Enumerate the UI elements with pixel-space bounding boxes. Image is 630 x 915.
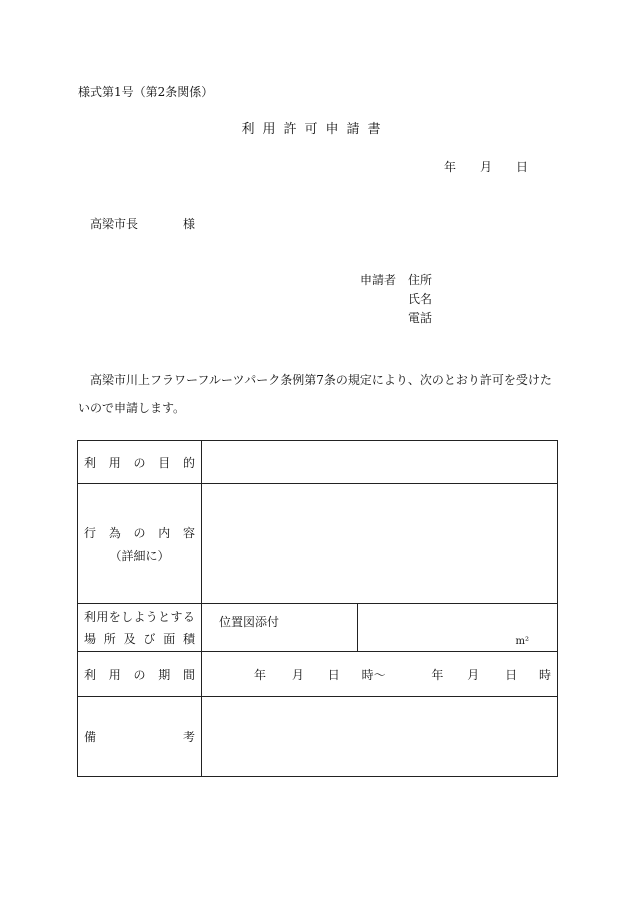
applicant-address-label: 住所 [408, 273, 433, 287]
remarks-label [78, 728, 201, 745]
place-label-line-2: 場 所 及 び 面 積 [84, 632, 195, 646]
area-unit: m² [515, 636, 529, 647]
period-end-year: 年 [431, 667, 444, 682]
period-row [78, 652, 558, 697]
period-field[interactable] [202, 652, 558, 697]
application-table [77, 440, 558, 777]
document-title: 利用許可申請書 [241, 122, 389, 137]
activity-label-cell [78, 484, 202, 604]
period-end-month: 月 [467, 667, 480, 682]
place-label-cell [78, 604, 202, 652]
activity-row [78, 484, 558, 604]
purpose-label-cell [78, 441, 202, 484]
body-text-line-2: いので申請します。 [78, 401, 186, 415]
addressee-honorific: 様 [183, 217, 196, 231]
period-values [202, 666, 557, 683]
period-start-day: 日 [327, 667, 340, 682]
date-year-label: 年 [444, 160, 457, 174]
place-attachment-note: 位置図添付 [219, 615, 280, 629]
period-end-day: 日 [505, 667, 518, 682]
applicant-name-label: 氏名 [408, 292, 433, 306]
place-label-line-1: 利 用 を し よ う と す る [84, 610, 195, 624]
applicant-label: 申請者 [360, 273, 397, 287]
activity-sublabel: （詳細に） [109, 548, 170, 563]
remarks-field[interactable] [202, 697, 558, 777]
period-end-hour: 時 [538, 667, 551, 682]
purpose-row [78, 441, 558, 484]
applicant-phone-label: 電話 [408, 311, 433, 325]
period-start-year: 年 [254, 667, 267, 682]
remarks-label-left: 備 [84, 730, 97, 744]
date-day-label: 日 [516, 160, 529, 174]
purpose-label: 利 用 の 目 的 [84, 455, 195, 470]
period-start-hour: 時～ [361, 667, 386, 682]
remarks-label-right: 考 [182, 730, 195, 744]
form-number: 様式第1号（第2条関係） [78, 85, 214, 99]
remarks-label-cell [78, 697, 202, 777]
place-area-field[interactable] [358, 604, 558, 652]
activity-label: 行 為 の 内 容 [84, 525, 195, 540]
period-label-cell [78, 652, 202, 697]
period-start-month: 月 [291, 667, 304, 682]
body-text-line-1: 高梁市川上フラワーフルーツパーク条例第7条の規定により、次のとおり許可を受けた [90, 373, 552, 387]
period-label: 利 用 の 期 間 [84, 667, 195, 682]
date-month-label: 月 [480, 160, 493, 174]
purpose-field[interactable] [202, 441, 558, 484]
place-row [78, 604, 558, 652]
remarks-row [78, 697, 558, 777]
addressee-name: 高梁市長 [90, 217, 139, 231]
activity-field[interactable] [202, 484, 558, 604]
place-location-field[interactable] [202, 604, 358, 652]
